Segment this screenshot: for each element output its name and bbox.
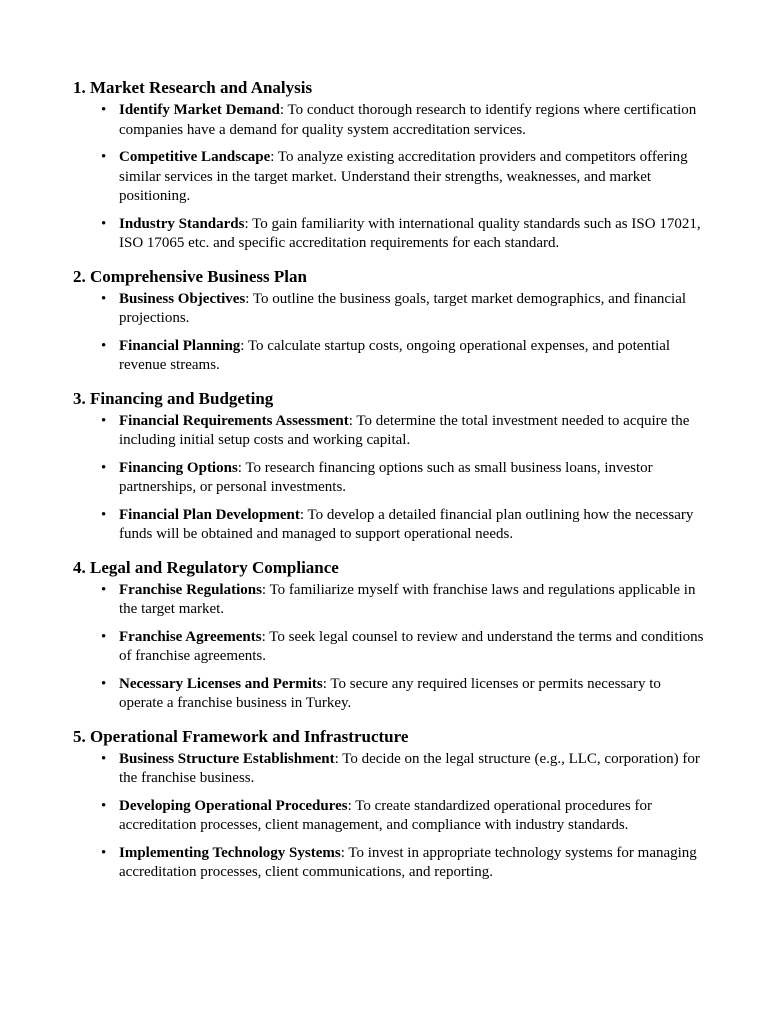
section-operational-framework [73, 727, 708, 883]
bullet-list [73, 581, 708, 714]
list-item: • Business Objectives: To outline the business goals, target market demographics, and financial projections. [101, 290, 687, 326]
list-item: • Financial Plan Development: To develop a detailed financial plan outlining how the necessary funds will be obtained and managed to support operational needs. [101, 506, 694, 542]
section-financing [73, 389, 708, 545]
bullet-list [73, 412, 708, 545]
list-item: • Implementing Technology Systems: To invest in appropriate technology systems for managing accreditation processes, client communications, and reporting. [101, 844, 697, 880]
list-item: • Necessary Licenses and Permits: To secure any required licenses or permits necessary to operate a franchise business in Turkey. [101, 675, 661, 711]
bullet-list [73, 290, 708, 376]
list-item: • Business Structure Establishment: To decide on the legal structure (e.g., LLC, corporation) for the franchise business. [101, 750, 700, 786]
bullet-icon: • [101, 675, 107, 692]
section-legal-compliance [73, 558, 708, 714]
bullet-icon: • [101, 102, 107, 118]
list-item: • Developing Operational Procedures: To create standardized operational procedures for accreditation processes, client management, and compliance with industry standards. [101, 797, 652, 833]
bullet-icon: • [101, 412, 107, 429]
bullet-icon: • [101, 215, 107, 232]
list-item: • Franchise Agreements: To seek legal counsel to review and understand the terms and conditions of franchise agreements. [101, 628, 704, 664]
section-title: 2. Comprehensive Business Plan [73, 266, 307, 286]
bullet-icon: • [101, 459, 107, 476]
bullet-icon: • [101, 290, 107, 307]
section-business-plan [73, 267, 708, 376]
section-title: 3. Financing and Budgeting [73, 388, 274, 408]
section-market-research [73, 78, 708, 254]
bullet-icon: • [101, 506, 107, 523]
bullet-icon: • [101, 149, 107, 165]
section-title: 5. Operational Framework and Infrastructure [73, 726, 409, 746]
bullet-icon: • [101, 628, 107, 645]
section-title: 1. Market Research and Analysis [73, 78, 313, 97]
list-item: • Competitive Landscape: To analyze existing accreditation providers and competitors offering similar services in the target market. Understand their strengths, weaknesses, and market positioning. [101, 149, 688, 204]
list-item: • Industry Standards: To gain familiarity with international quality standards such as ISO 17021, ISO 17065 etc. and specific accreditation requirements for each standard. [101, 215, 701, 251]
section-title: 4. Legal and Regulatory Compliance [73, 557, 339, 577]
list-item: • Franchise Regulations: To familiarize myself with franchise laws and regulations applicable in the target market. [101, 581, 696, 617]
bullet-icon: • [101, 581, 107, 598]
list-item: • Identify Market Demand: To conduct thorough research to identify regions where certification companies have a demand for quality system accreditation services. [101, 102, 697, 138]
bullet-icon: • [101, 750, 107, 767]
list-item: • Financial Requirements Assessment: To determine the total investment needed to acquire the including initial setup costs and working capital. [101, 412, 690, 448]
bullet-list [73, 750, 708, 883]
list-item: • Financing Options: To research financing options such as small business loans, investor partnerships, or personal investments. [101, 459, 653, 495]
bullet-list [73, 101, 708, 254]
list-item: • Financial Planning: To calculate startup costs, ongoing operational expenses, and potential revenue streams. [101, 337, 671, 373]
bullet-icon: • [101, 337, 107, 354]
bullet-icon: • [101, 844, 107, 861]
bullet-icon: • [101, 797, 107, 814]
